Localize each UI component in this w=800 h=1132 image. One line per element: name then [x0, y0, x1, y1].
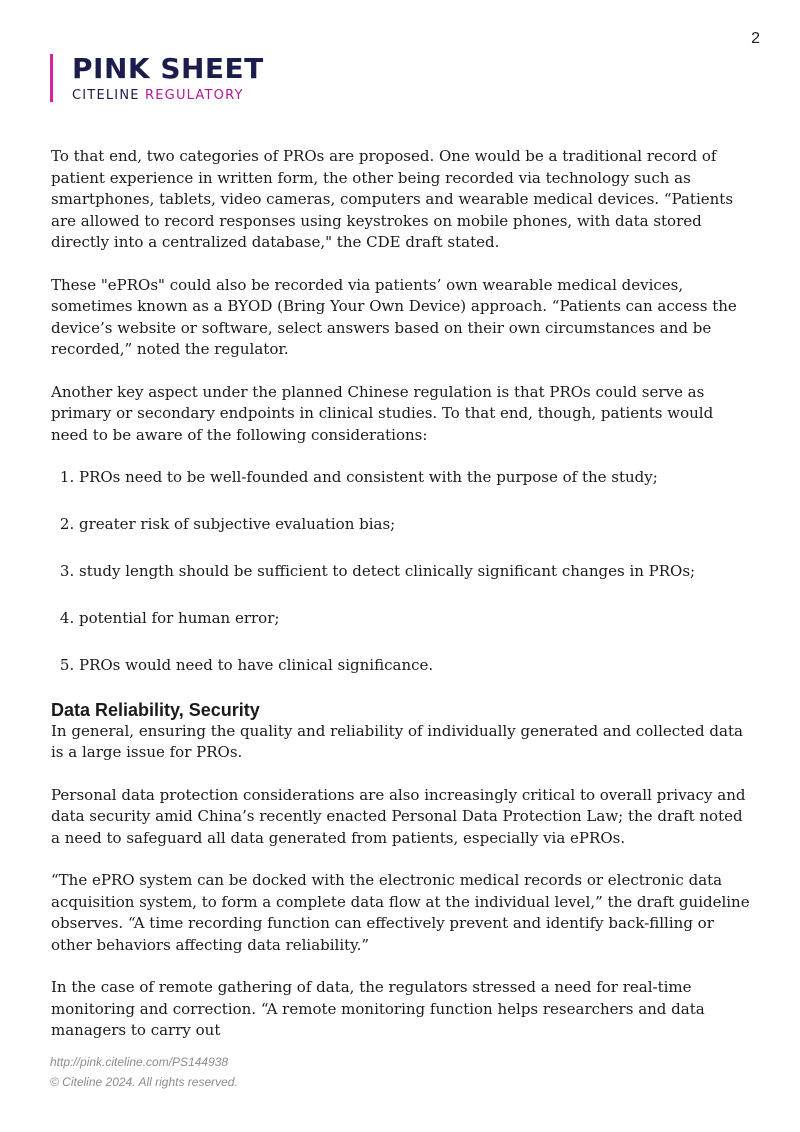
- paragraph-data-protection: Personal data protection considerations are also increasingly critical to overall privacy and data security amid China’s recently enacted Personal Data Protection Law; the draft noted a need to safeguard all data generated from patients, especially via ePROs.: [51, 785, 746, 847]
- logo-accent-bar: [50, 54, 53, 102]
- section-heading: Data Reliability, Security: [51, 699, 260, 720]
- logo-sub-regulatory: REGULATORY: [145, 87, 244, 103]
- logo-text: [72, 51, 264, 103]
- list-item: 4. potential for human error;: [79, 608, 751, 630]
- article-body: [51, 146, 751, 1063]
- pink-sheet-logo: [50, 51, 264, 103]
- list-item: 5. PROs would need to have clinical significance.: [79, 655, 751, 677]
- page-footer: [50, 1052, 238, 1092]
- paragraph-endpoints: Another key aspect under the planned Chinese regulation is that PROs could serve as primary or secondary endpoints in clinical studies. To that end, though, patients would need to be aware of the following considerations:: [51, 382, 714, 444]
- considerations-list: [51, 467, 751, 677]
- paragraph-epro-system: “The ePRO system can be docked with the electronic medical records or electronic data acquisition system, to form a complete data flow at the individual level,” the draft guideline observes. “A time recording function can effectively prevent and identify back-filling or other behaviors affecting data reliability.”: [51, 871, 750, 954]
- list-item: 3. study length should be sufficient to detect clinically significant changes in PROs;: [79, 561, 751, 583]
- logo-sub-citeline: CITELINE: [72, 87, 140, 103]
- footer-copyright: © Citeline 2024. All rights reserved.: [50, 1075, 238, 1089]
- list-item: 2. greater risk of subjective evaluation bias;: [79, 514, 751, 536]
- paragraph-quality: In general, ensuring the quality and reliability of individually generated and collected data is a large issue for PROs.: [51, 721, 743, 761]
- footer-url: http://pink.citeline.com/PS144938: [50, 1055, 229, 1069]
- list-item: 1. PROs need to be well-founded and consistent with the purpose of the study;: [79, 467, 751, 489]
- logo-title: PINK SHEET: [72, 51, 264, 85]
- paragraph-remote-monitoring: In the case of remote gathering of data, the regulators stressed a need for real-time monitoring and correction. “A remote monitoring function helps researchers and data managers to carry out: [51, 978, 705, 1039]
- paragraph-pro-categories: To that end, two categories of PROs are proposed. One would be a traditional record of patient experience in written form, the other being recorded via technology such as smartphones, tablets, video cameras, computers and wearable medical devices. “Patients are allowed to record responses using keystrokes on mobile phones, with data stored directly into a centralized database," the CDE draft stated.: [51, 147, 734, 251]
- logo-subtitle: [72, 88, 264, 103]
- page-number: 2: [751, 30, 760, 47]
- paragraph-epros: These "ePROs" could also be recorded via patients’ own wearable medical devices, sometimes known as a BYOD (Bring Your Own Device) approach. “Patients can access the device’s website or software, select answers based on their own circumstances and be recorded,” noted the regulator.: [51, 275, 737, 358]
